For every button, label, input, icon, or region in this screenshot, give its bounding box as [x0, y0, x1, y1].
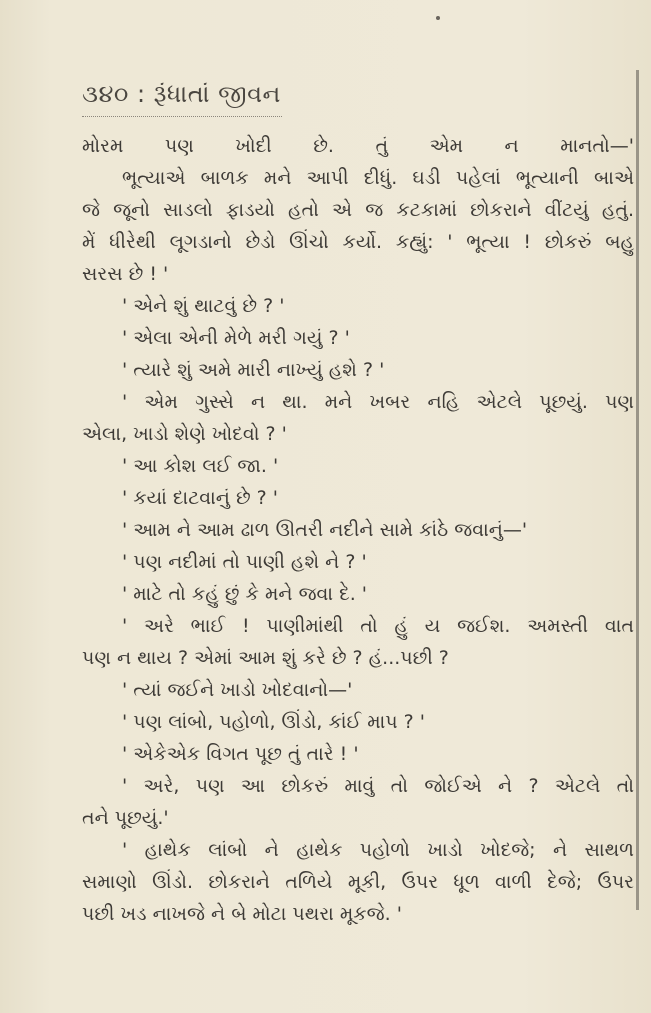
- text-line: ' માટે તો કહું છું કે મને જવા દે. ': [122, 583, 367, 605]
- body-text: [82, 130, 634, 930]
- text-line: ' એલા એની મેળે મરી ગયું ? ': [122, 327, 350, 349]
- text-line: ભૂત્યાએ બાળક મને આપી દીધું. ઘડી પહેલાં ભૂત્યાની બાએ: [122, 167, 634, 189]
- text-line: સમાણો ઊંડો. છોકરાને તળિયે મૂકી, ઉપર ધૂળ વાળી દેજે; ઉપર: [82, 871, 634, 893]
- text-line: ' એમ ગુસ્સે ન થા. મને ખબર નહિ એટલે પૂછયું. પણ: [122, 391, 634, 413]
- text-line: ' પણ લાંબો, પહોળો, ઊંડો, કાંઈ માપ ? ': [122, 711, 426, 733]
- text-line: મોરમ પણ ખોદી છે. તું એમ ન માનતો—': [82, 135, 634, 157]
- text-line: મેં ધીરેથી લૂગડાનો છેડો ઊંચો કર્યો. કહ્યું: ' ભૂત્યા ! છોકરું બહુ: [82, 231, 634, 253]
- running-header: ૩૪૦ : રૂંધાતાં જીવન: [82, 80, 281, 108]
- page-edge-shadow: [636, 70, 639, 910]
- text-line: ' અરે, પણ આ છોકરું માવું તો જોઈએ ને ? એટલે તો: [122, 775, 634, 797]
- text-line: જે જૂનો સાડલો ફાડયો હતો એ જ કટકામાં છોકરાને વીંટયું હતું.: [82, 199, 634, 221]
- text-line: ' ત્યાં જઈને ખાડો ખોદવાનો—': [122, 679, 353, 701]
- text-line: ' કયાં દાટવાનું છે ? ': [122, 487, 279, 509]
- text-line: ' હાથેક લાંબો ને હાથેક પહોળો ખાડો ખોદજે; ને સાથળ: [122, 839, 634, 861]
- text-line: ' ત્યારે શું અમે મારી નાખ્યું હશે ? ': [122, 359, 385, 381]
- text-line: ' આ કોશ લઈ જા. ': [122, 455, 279, 477]
- text-line: ' એને શું થાટવું છે ? ': [122, 295, 285, 317]
- text-line: પણ ન થાય ? એમાં આમ શું કરે છે ? હં...પછી ?: [82, 647, 449, 669]
- text-line: તને પૂછયું.': [82, 807, 169, 829]
- text-line: ' આમ ને આમ ઢાળ ઊતરી નદીને સામે કાંઠે જવાનું—': [122, 519, 528, 541]
- text-line: ' અરે ભાઈ ! પાણીમાંથી તો હું ય જઈશ. અમસ્તી વાત: [122, 615, 634, 637]
- text-line: એલા, ખાડો શેણે ખોદવો ? ': [82, 423, 287, 445]
- page-speck: [436, 16, 440, 20]
- text-line: સરસ છે ! ': [82, 263, 169, 285]
- header-underline: [82, 116, 282, 117]
- text-line: પછી ખડ નાખજે ને બે મોટા પથરા મૂકજે. ': [82, 903, 402, 925]
- text-line: ' એકેએક વિગત પૂછ તું તારે ! ': [122, 743, 359, 765]
- text-line: ' પણ નદીમાં તો પાણી હશે ને ? ': [122, 551, 367, 573]
